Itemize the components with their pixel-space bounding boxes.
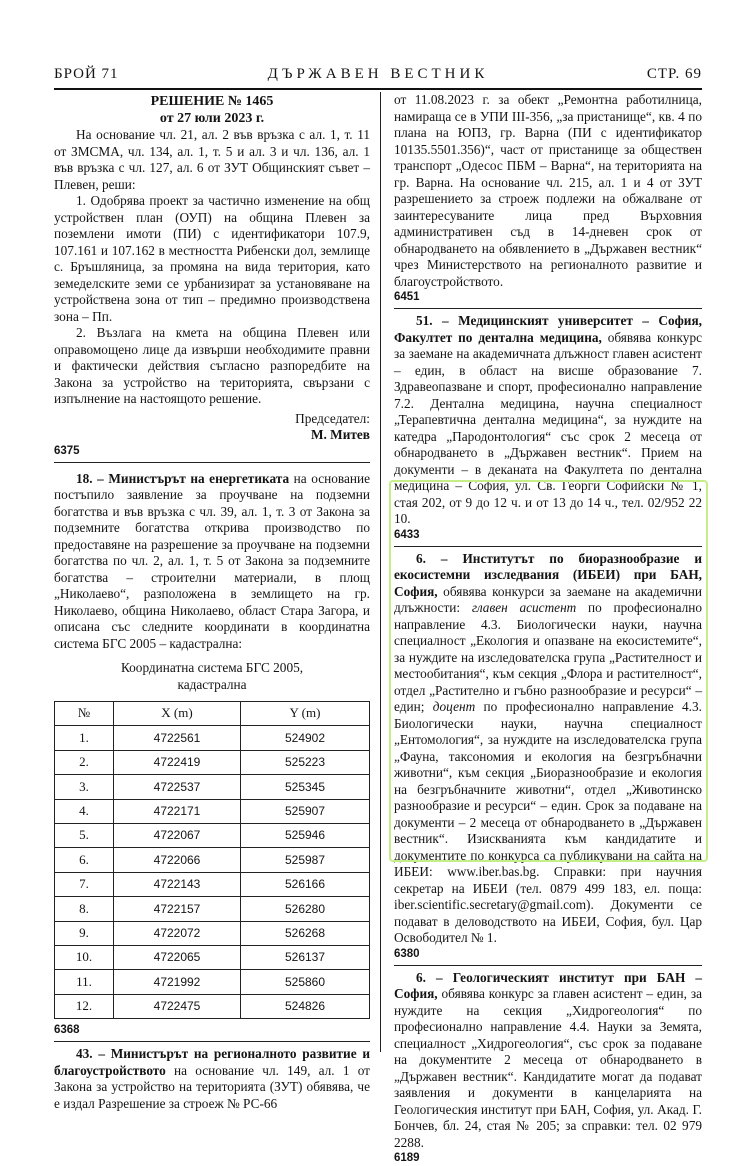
table-row [55, 970, 370, 994]
right-column [394, 92, 702, 1166]
position-chief-assistant: главен асистент [471, 600, 577, 615]
position-associate-professor: доцент [432, 699, 476, 714]
notice-6-geology-text: обявява конкурс за главен асистент – един, за нуждите на секция „Хидрогеология“ по професионално направление 4.4. Науки за Земята, специалност „Хидрогеология“, със срок за подаване на документите 2 месеца от обнародването в „Държавен вестник“. Кандидатите могат да подават заявления и документи в канцеларията на Геологическия институт при БАН, София, ул. Акад. Г. Бончев, бл. 24, стая № 205; за справки: тел. 02 979 2288. [394, 986, 702, 1150]
notice-51-heading: 51. – Медицинският университет – София, Факултет по дентална медицина, [394, 313, 702, 345]
table-row [55, 799, 370, 823]
row-number: 8. [55, 897, 114, 921]
notice-number: 6375 [54, 444, 80, 457]
table-row [55, 994, 370, 1018]
notice-number: 6451 [394, 291, 420, 303]
decision-title: РЕШЕНИЕ № 1465 [150, 94, 274, 109]
x-value: 4722072 [114, 921, 241, 945]
table-row [55, 921, 370, 945]
table-row [55, 945, 370, 969]
notice-18 [54, 471, 370, 653]
x-value: 4722066 [114, 848, 241, 872]
table-row [55, 726, 370, 750]
decision-paragraph: 2. Възлага на кмета на община Плевен или оправомощено лице да извърши необходимите правни и фактически действия съгласно разпоредбите на Закона за устройство на територията, свързани с изпълнение на настоящото решение. [54, 325, 370, 406]
notice-43-heading: 43. – Министърът на регионалното развитие и благоустройството [54, 1046, 370, 1078]
x-value: 4721992 [114, 970, 241, 994]
row-number: 7. [55, 872, 114, 896]
x-value: 4722561 [114, 726, 241, 750]
chairman-label: Председател: [295, 410, 370, 426]
row-number: 3. [55, 775, 114, 799]
notice-separator [54, 462, 370, 463]
table-caption-2: кадастрална [177, 676, 247, 692]
notice-18-heading: 18. – Министърът на енергетиката [76, 470, 290, 486]
notice-separator [394, 965, 702, 966]
y-value: 524902 [241, 726, 370, 750]
notice-43-continuation: от 11.08.2023 г. за обект „Ремонтна работилница, намираща се в УПИ III-356, „за пристанище“, кв. 4 по плана на ЮПЗ, гр. Варна (ПИ с идентификатор 10135.5501.356)“, част от пристанище за обществен транспорт „Одесос ПБМ – Варна“, на територията на гр. Варна. На основание чл. 215, ал. 1 и 4 от ЗУТ разрешението за строеж подлежи на обжалване от заинтересуваните лица пред Върховния административен съд в 14-дневен срок от обнародването на обявлението в „Държавен вестник“ чрез Министерството на регионалното развитие и благоустройството. [394, 92, 702, 289]
notice-6-ibei-text: обявява конкурси за заемане на академични длъжности: [394, 583, 702, 615]
decision-paragraph: 1. Одобрява проект за частично изменение на общ устройствен план (ОУП) на община Плевен за поземлени имоти (ПИ) с идентификатори 107.9, 107.161 и 107.162 в местността Рибенски дол, землище с. Бръшляница, за промяна на вида територия, като земеделските земи се урбанизират за установяване на устройствена зона от тип – предимно производствена зона – Пп. [54, 193, 370, 324]
row-number: 10. [55, 945, 114, 969]
y-value: 524826 [241, 994, 370, 1018]
table-caption: Координатна система БГС 2005, [120, 660, 304, 675]
table-row [55, 775, 370, 799]
row-number: 4. [55, 799, 114, 823]
coordinates-table [54, 701, 370, 1019]
page-header [54, 66, 702, 86]
decision-date: от 27 юли 2023 г. [159, 111, 265, 126]
y-value: 526280 [241, 897, 370, 921]
notice-separator [394, 546, 702, 547]
x-value: 4722475 [114, 994, 241, 1018]
table-row [55, 872, 370, 896]
y-value: 525345 [241, 775, 370, 799]
row-number: 5. [55, 823, 114, 847]
notice-43 [54, 1046, 370, 1112]
x-value: 4722065 [114, 945, 241, 969]
y-value: 525860 [241, 970, 370, 994]
notice-number: 6433 [394, 528, 420, 541]
row-number: 2. [55, 750, 114, 774]
x-value: 4722419 [114, 750, 241, 774]
table-row [55, 750, 370, 774]
row-number: 6. [55, 848, 114, 872]
row-number: 1. [55, 726, 114, 750]
notice-6-ibei-text: по професионално направление 4.3. Биологически науки, научна специалност „Екология и опазване на екосистемите“, за нуждите на изследователска група „Растителност и местообитания“, към секция „Флора и растителност“, отдел „Растително и гъбно разнообразие и ресурси“ – един; [394, 600, 702, 714]
issue-number: БРОЙ 71 [54, 66, 119, 82]
notice-6-ibei-text: по професионално направление 4.3. Биологически науки, научна специалност „Ентомология“, за нуждите на изследователска група „Фауна, таксономия и екология на безгръбначни животни“, към секция „Биоразнообразие и екология на безгръбначните животни“, отдел „Животинско разнообразие и ресурси“ – един. Срок за подаване на документи – 2 месеца от обнародването в „Държавен вестник“. Изискванията към кандидатите и документите по конкурса са публикувани на сайта на ИБЕИ: www.iber.bas.bg. Справки: при научния секретар на ИБЕИ (тел. 0879 499 183, ел. поща: iber.scientific.secretary@gmail.com). Документи се подават в деловодството на ИБЕИ, София, бул. Цар Освободител № 1. [394, 699, 702, 945]
left-column [54, 92, 370, 1112]
row-number: 9. [55, 921, 114, 945]
chairman-name: М. Митев [310, 427, 370, 442]
decision-paragraph: На основание чл. 21, ал. 2 във връзка с ал. 1, т. 11 от ЗМСМА, чл. 134, ал. 1, т. 5 и ал. 3 и чл. 136, ал. 1 във връзка с чл. 127, ал. 6 от ЗУТ Общинският съвет – Плевен, реши: [54, 127, 370, 192]
x-value: 4722171 [114, 799, 241, 823]
notice-6-ibei [394, 551, 702, 947]
x-value: 4722157 [114, 897, 241, 921]
col-header-y: Y (m) [241, 702, 370, 726]
notice-18-text: на основание постъпило заявление за проучване на подземни богатства и във връзка с чл. 39, ал. 1, т. 3 от Закона за подземните богатства открива производство по предоставяне на разрешение за проучване на подземни богатства по чл. 2, ал. 1, т. 5 от Закона за подземните богатства – строителни материали, в площ „Николаево“, разположена в землището на гр. Николаево, община Николаево, област Стара Загора, и описана със следните координати в координатна система БГС 2005 – кадастрална: [54, 470, 371, 651]
col-header-x: X (m) [114, 702, 241, 726]
notice-51 [394, 313, 702, 528]
table-row [55, 897, 370, 921]
notice-number: 6189 [394, 1152, 420, 1164]
notice-number: 6380 [394, 947, 420, 960]
column-divider [380, 92, 381, 1052]
table-header-row [55, 702, 370, 726]
notice-number: 6368 [54, 1024, 80, 1037]
y-value: 525946 [241, 823, 370, 847]
table-row [55, 848, 370, 872]
table-row [55, 823, 370, 847]
x-value: 4722143 [114, 872, 241, 896]
notice-51-text: обявява конкурс за заемане на академичната длъжност главен асистент – един, в област на висше образование 7. Здравеопазване и спорт, професионално направление 7.2. Дентална медицина, научна специалност „Терапевтична дентална медицина“, за нуждите на катедра „Пародонтология“ със срок 2 месеца от обнародването в „Държавен вестник“. Прием на документи – в деканата на Факултета по дентална медицина – София, ул. Св. Георги Софийски № 1, стая 202, от 9 до 12 ч. и от 13 до 14 ч., тел. 02/952 22 10. [394, 329, 702, 526]
x-value: 4722067 [114, 823, 241, 847]
page-number: СТР. 69 [646, 66, 702, 82]
y-value: 526137 [241, 945, 370, 969]
notice-6-geology [394, 970, 702, 1152]
y-value: 525907 [241, 799, 370, 823]
y-value: 525987 [241, 848, 370, 872]
x-value: 4722537 [114, 775, 241, 799]
row-number: 12. [55, 994, 114, 1018]
notice-43-text: на основание чл. 149, ал. 1 от Закона за устройство на територията (ЗУТ) обявява, че е издал Разрешение за строеж № РС-66 [54, 1062, 370, 1111]
y-value: 526166 [241, 872, 370, 896]
notice-separator [394, 308, 702, 309]
newspaper-title: ДЪРЖАВЕН ВЕСТНИК [267, 66, 489, 82]
notice-separator [54, 1041, 370, 1042]
row-number: 11. [55, 970, 114, 994]
notice-6-ibei-heading: 6. – Институтът по биоразнообразие и екосистемни изследвания (ИБЕИ) при БАН, София, [394, 550, 702, 599]
y-value: 526268 [241, 921, 370, 945]
header-rule [54, 88, 702, 90]
notice-6-geology-heading: 6. – Геологическият институт при БАН – София, [394, 969, 702, 1001]
y-value: 525223 [241, 750, 370, 774]
col-header-no: № [55, 702, 114, 726]
